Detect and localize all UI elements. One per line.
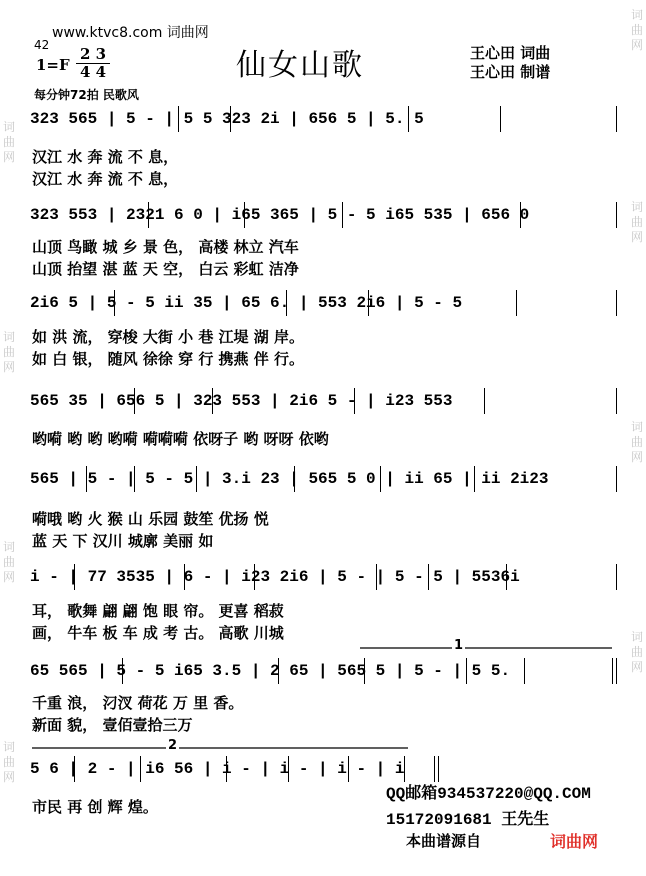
lyric-row-8-line-1: 市民 再 创 辉 煌。 — [32, 798, 158, 816]
lyric-row-4-line-1: 哟嗬 哟 哟 哟嗬 嗬嗬嗬 依呀子 哟 呀呀 依哟 — [32, 430, 329, 448]
lyric-row-6-line-1: 耳， 歌舞 翩 翩 饱 眼 帘。 更喜 稻菽 — [32, 602, 284, 620]
volta-2-label: 2 — [168, 738, 178, 753]
watermark-left-3: 词 曲 网 — [2, 540, 15, 584]
watermark-right-3: 词 曲 网 — [630, 420, 643, 464]
site-url: www.ktvc8.com 词曲网 — [52, 25, 209, 41]
staff-row-5-notes: 565 | 5 - | 5 - 5 | 3.i 23 | 565 5 0 | ii 65 | ii 2i23 — [30, 470, 549, 488]
watermark-left-4: 词 曲 网 — [2, 740, 15, 784]
staff-row-4-notes: 565 35 | 656 5 | 323 553 | 2i6 5 - | i23 553 — [30, 392, 453, 410]
time-signature-top: 2 3 — [79, 45, 107, 63]
watermark-right-2: 词 曲 网 — [630, 200, 643, 244]
staff-row-2-notes: 323 553 | 2321 6 0 | i65 365 | 5 - 5 i65 535 | 656 0 — [30, 206, 530, 224]
watermark-right-4: 词 曲 网 — [630, 630, 643, 674]
arranger-credit: 王心田 制谱 — [470, 63, 551, 81]
time-signature-bottom: 4 4 — [79, 63, 107, 81]
key-signature: 1=F — [36, 56, 70, 74]
lyricist-credit: 王心田 词曲 — [470, 44, 551, 62]
song-title: 仙女山歌 — [236, 48, 364, 83]
contact-phone: 15172091681 王先生 — [386, 811, 550, 829]
contact-email: QQ邮箱934537220@QQ.COM — [386, 785, 591, 803]
lyric-row-7-line-2: 新面 貌， 壹佰壹拾三万 — [32, 716, 193, 734]
lyric-row-1-line-2: 汉江 水 奔 流 不 息， — [32, 170, 179, 188]
staff-row-1-notes: 323 565 | 5 - | 5 5 323 2i | 656 5 | 5. 5 — [30, 110, 424, 128]
lyric-row-2-line-1: 山顶 鸟瞰 城 乡 景 色， 高楼 林立 汽车 — [32, 238, 299, 256]
lyric-row-5-line-1: 嗬哦 哟 火 猴 山 乐园 鼓笙 优扬 悦 — [32, 510, 269, 528]
lyric-row-6-line-2: 画， 牛车 板 车 成 考 古。 高歌 川城 — [32, 624, 284, 642]
staff-row-6-notes: i - | 77 3535 | 6 - | i23 2i6 | 5 - | 5 - 5 | 5536i — [30, 568, 520, 586]
lyric-row-7-line-1: 千重 浪， 汈汊 荷花 万 里 香。 — [32, 694, 244, 712]
watermark-left-2: 词 曲 网 — [2, 330, 15, 374]
brand-logo-text: 词曲网 — [550, 832, 599, 851]
page-number: 42 — [34, 38, 50, 52]
lyric-row-5-line-2: 蓝 天 下 汉川 城廓 美丽 如 — [32, 532, 214, 550]
staff-row-3-notes: 2i6 5 | 5 - 5 ii 35 | 65 6. | 553 2i6 | 5 - 5 — [30, 294, 463, 312]
watermark-right-1: 词 曲 网 — [630, 8, 643, 52]
staff-row-7-notes: 65 565 | 5 - 5 i65 3.5 | 2 65 | 565 5 | 5 - | 5 5. — [30, 662, 511, 680]
lyric-row-1-line-1: 汉江 水 奔 流 不 息， — [32, 148, 179, 166]
source-label: 本曲谱源自 — [406, 832, 482, 850]
staff-row-8-notes: 5 6 | 2 - | i6 56 | i - | i - | i - | i — [30, 760, 405, 778]
lyric-row-2-line-2: 山顶 抬望 湛 蓝 天 空， 白云 彩虹 洁净 — [32, 260, 299, 278]
lyric-row-3-line-1: 如 洪 流， 穿梭 大街 小 巷 江堤 湖 岸。 — [32, 328, 305, 346]
volta-1-label: 1 — [454, 638, 464, 653]
tempo-marking: 每分钟72拍 民歌风 — [34, 88, 139, 102]
lyric-row-3-line-2: 如 白 银， 随风 徐徐 穿 行 携燕 伴 行。 — [32, 350, 305, 368]
watermark-left-1: 词 曲 网 — [2, 120, 15, 164]
